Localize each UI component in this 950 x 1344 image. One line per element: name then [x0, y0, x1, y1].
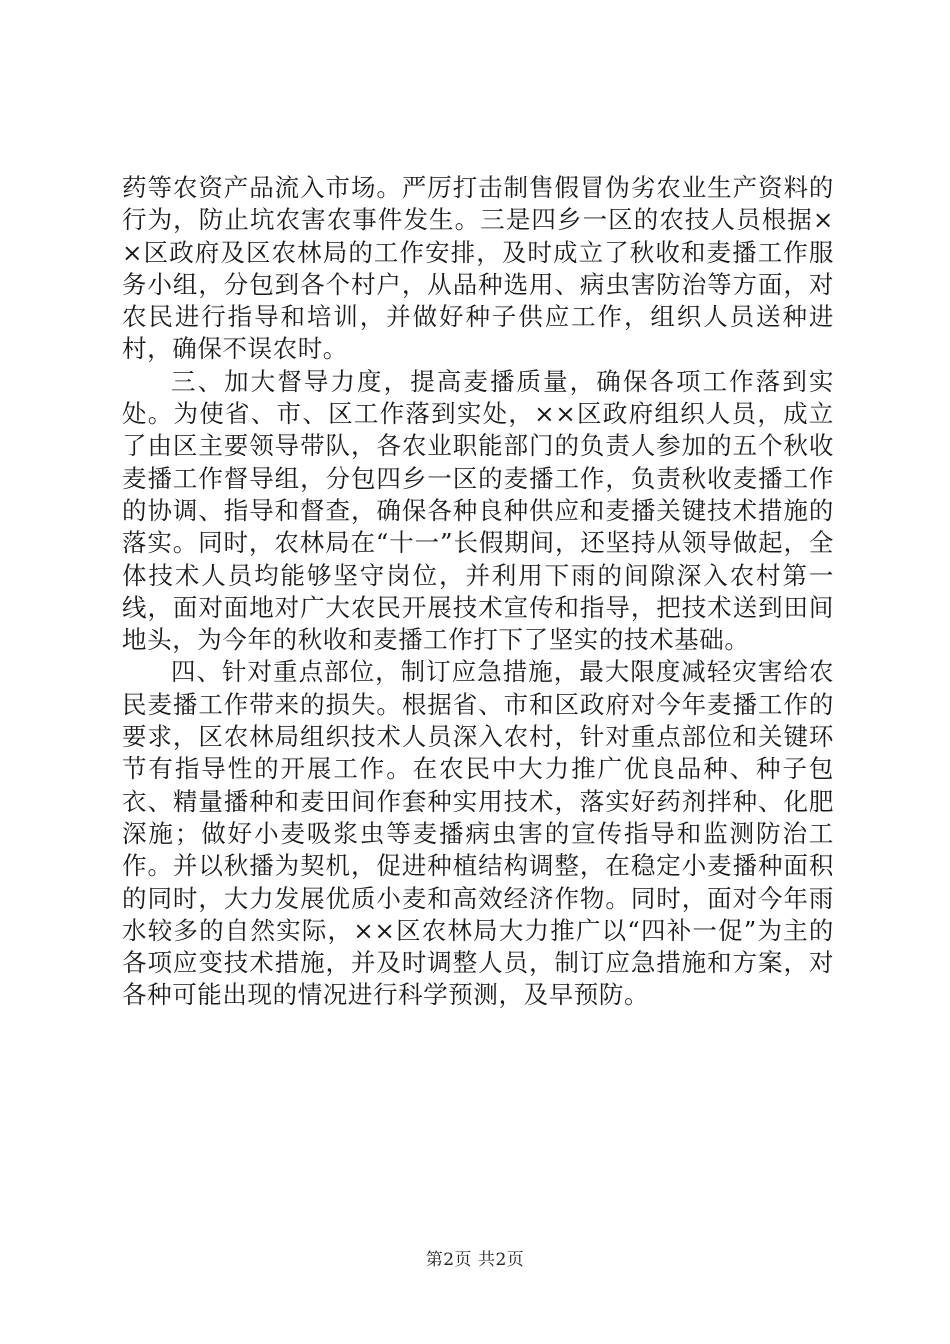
paragraph-continuation: 药等农资产品流入市场。严厉打击制售假冒伪劣农业生产资料的行为，防止坑农害农事件发生。三是四乡一区的农技人员根据××区政府及区农林局的工作安排，及时成立了秋收和麦播工作服务小组，分包到各个村户，从品种选用、病虫害防治等方面，对农民进行指导和培训，并做好种子供应工作，组织人员送种进村，确保不误农时。 [122, 173, 834, 364]
page-number-footer: 第2页 共2页 [425, 1250, 525, 1270]
paragraph-section-four: 四、针对重点部位，制订应急措施，最大限度减轻灾害给农民麦播工作带来的损失。根据省、市和区政府对今年麦播工作的要求，区农林局组织技术人员深入农村，针对重点部位和关键环节有指导性的开展工作。在农民中大力推广优良品种、种子包衣、精量播种和麦田间作套种实用技术，落实好药剂拌种、化肥深施；做好小麦吸浆虫等麦播病虫害的宣传指导和监测防治工作。并以秋播为契机，促进种植结构调整，在稳定小麦播种面积的同时，大力发展优质小麦和高效经济作物。同时，面对今年雨水较多的自然实际，××区农林局大力推广以“四补一促”为主的各项应变技术措施，并及时调整人员，制订应急措施和方案，对各种可能出现的情况进行科学预测，及早预防。 [122, 657, 834, 1010]
document-body [122, 172, 834, 1012]
paragraph-section-three: 三、加大督导力度，提高麦播质量，确保各项工作落到实处。为使省、市、区工作落到实处，××区政府组织人员，成立了由区主要领导带队，各农业职能部门的负责人参加的五个秋收麦播工作督导组，分包四乡一区的麦播工作，负责秋收麦播工作的协调、指导和督查，确保各种良种供应和麦播关键技术措施的落实。同时，农林局在“十一”长假期间，还坚持从领导做起，全体技术人员均能够坚守岗位，并利用下雨的间隙深入农村第一线，面对面地对广大农民开展技术宣传和指导，把技术送到田间地头，为今年的秋收和麦播工作打下了坚实的技术基础。 [122, 366, 834, 655]
